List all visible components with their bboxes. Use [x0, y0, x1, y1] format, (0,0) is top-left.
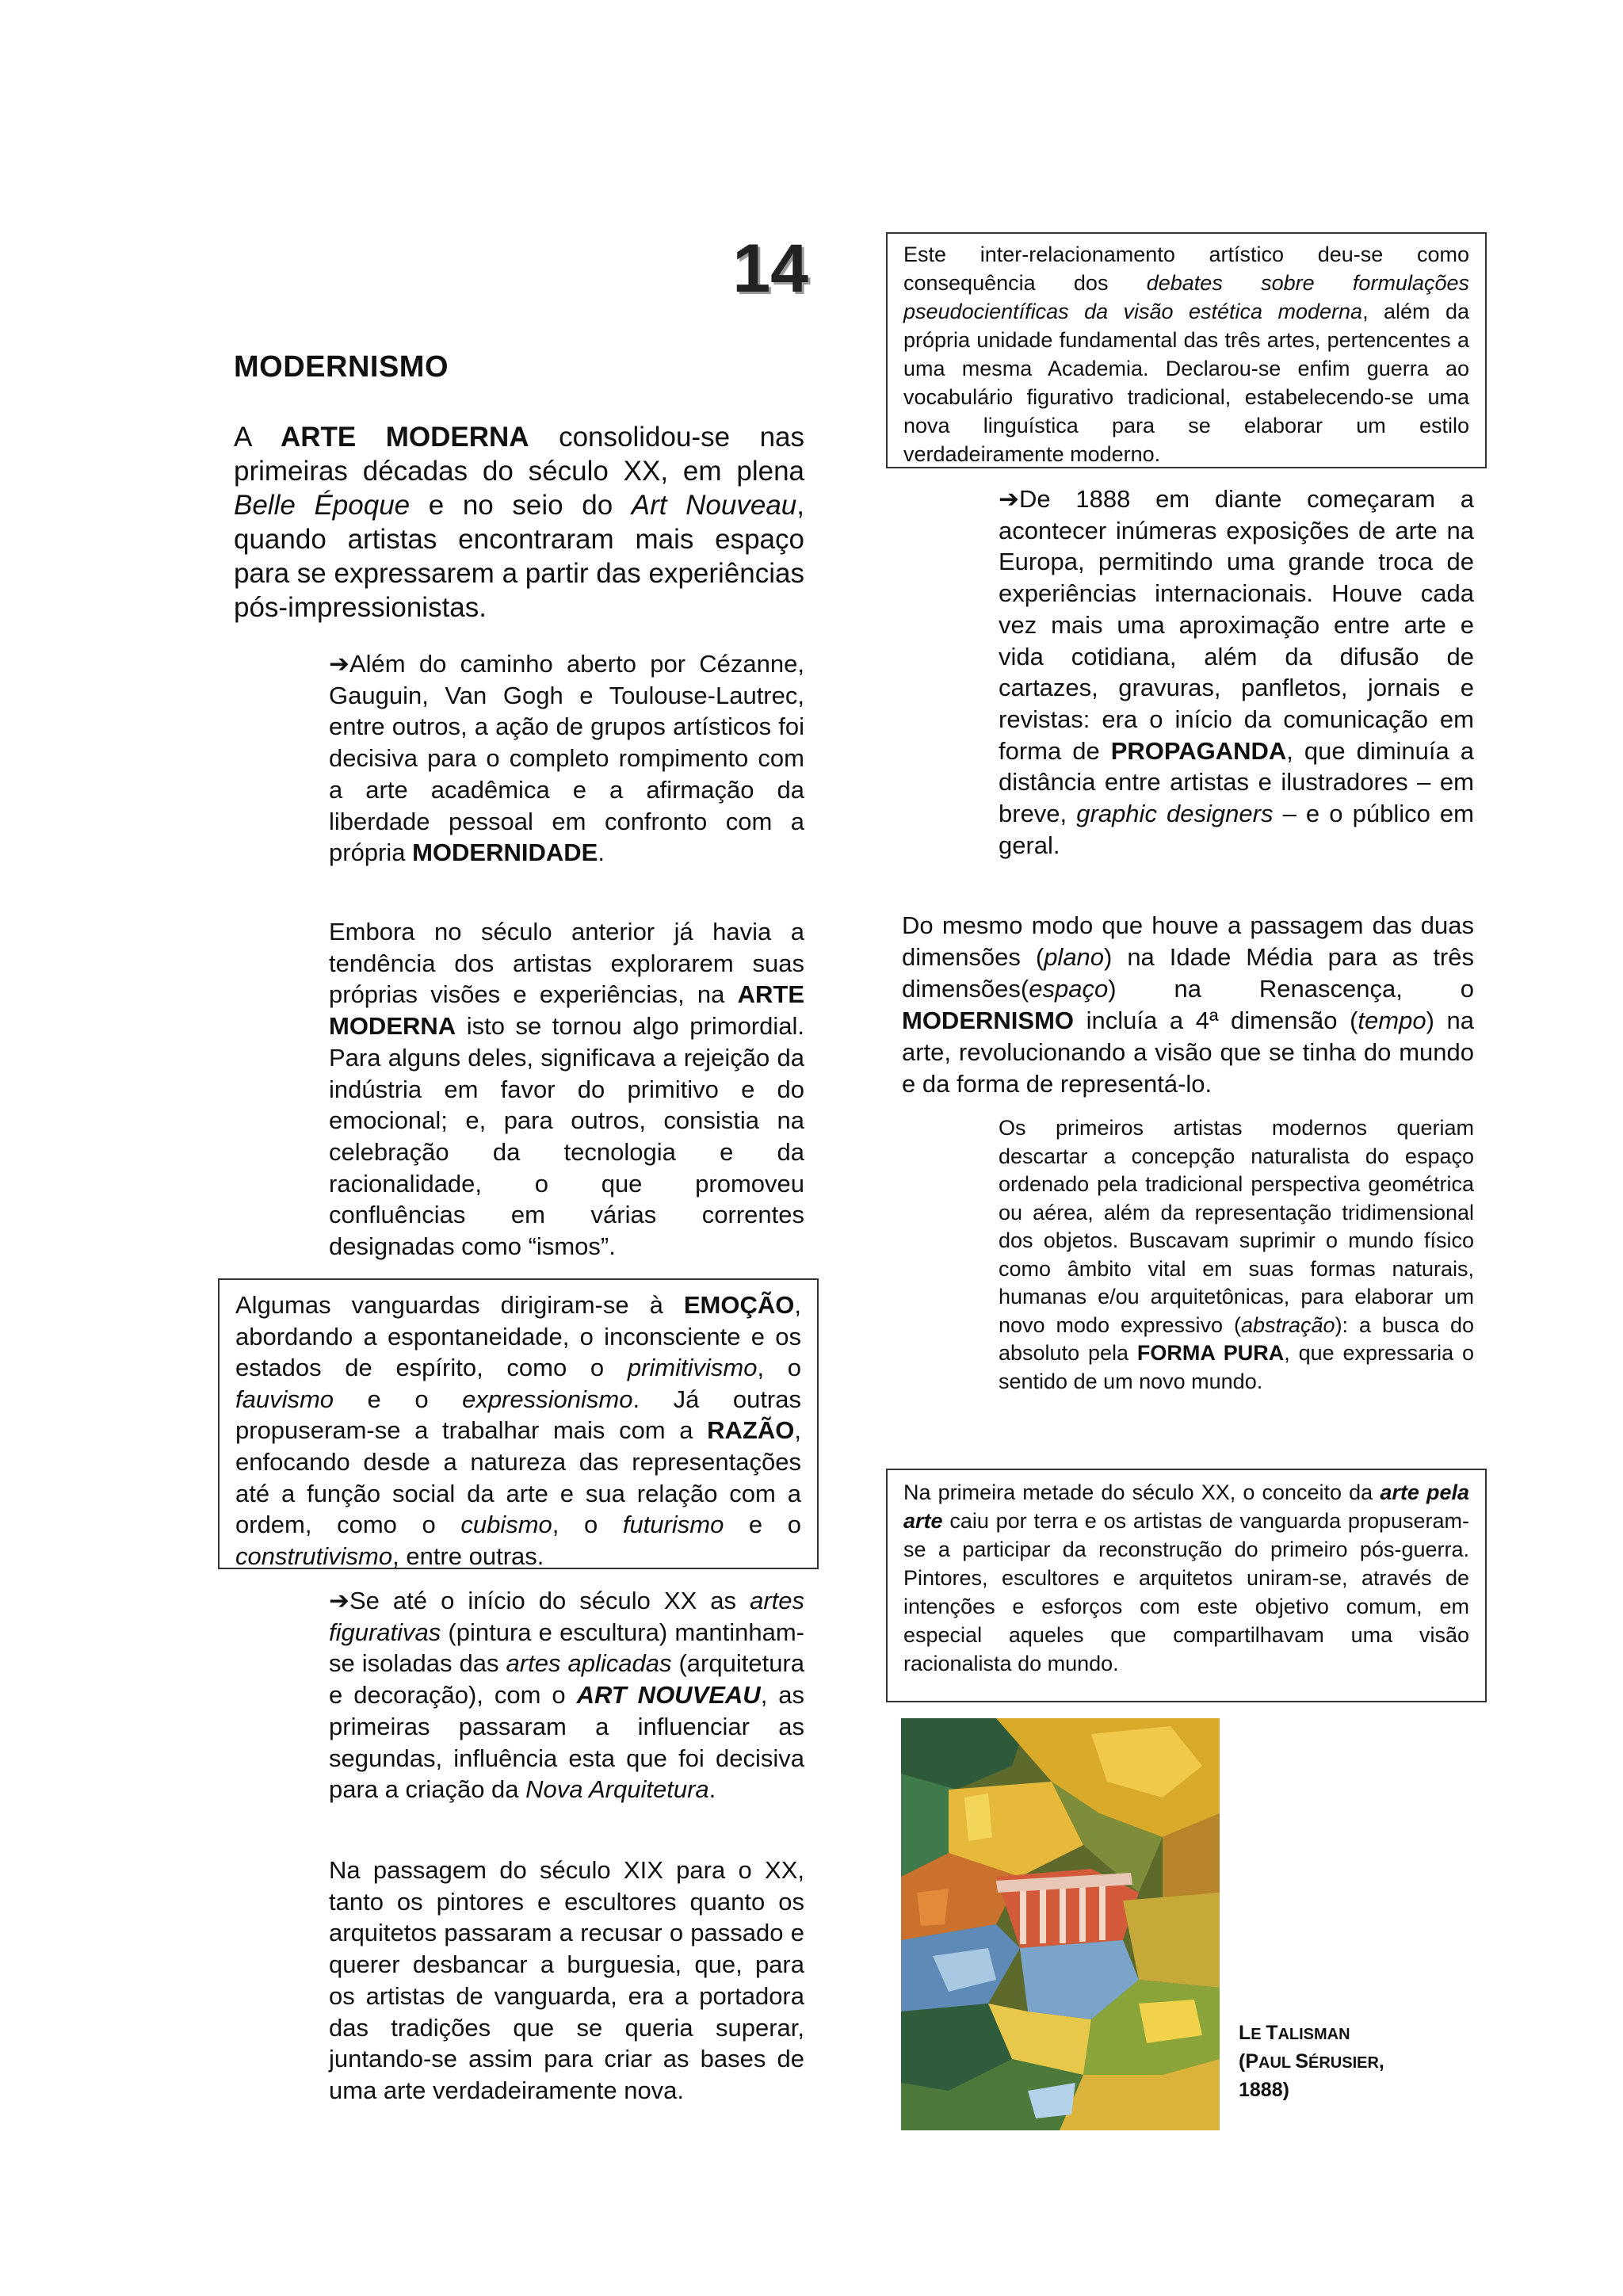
painting-caption	[1239, 2019, 1445, 2103]
arrow-icon: ➔	[329, 1587, 349, 1614]
section-title	[234, 350, 449, 384]
boxed-note-vanguardas: Algumas vanguardas dirigiram-se à EMOÇÃO, abordando a espontaneidade, o inconsciente e os estados de espírito, como o primitivismo, o fauvismo e o expressionismo. Já outras propuseram-se a trabalhar mais com a RAZÃO, enfocando desde a natureza das representações até a função social da arte e sua relação com a ordem, como o cubismo, o futurismo e o construtivismo, entre outras.	[218, 1278, 819, 1569]
painting-le-talisman	[901, 1718, 1220, 2130]
paragraph-artes-figurativas: ➔Se até o início do século XX as artes figurativas (pintura e escultura) mantinham-se isoladas das artes aplicadas (arquitetura e decoração), com o ART NOUVEAU, as primeiras passaram a influenciar as segundas, influência esta que foi decisiva para a criação da Nova Arquitetura.	[329, 1587, 805, 1804]
paragraph-exposicoes: ➔De 1888 em diante começaram a acontecer inúmeras exposições de arte na Europa, permitindo uma grande troca de experiências internacionais. Houve cada vez mais uma aproximação entre arte e vida cotidiana, além da difusão de cartazes, gravuras, panfletos, jornais e revistas: era o início da comunicação em forma de PROPAGANDA, que diminuía a distância entre artistas e ilustradores – em breve, graphic designers – e o público em geral.	[999, 485, 1475, 859]
boxed-note-arte-pela-arte: Na primeira metade do século XX, o conceito da arte pela arte caiu por terra e os artistas de vanguarda propuseram-se a participar da reconstrução do primeiro pós-guerra. Pintores, escultores e arquitetos uniram-se, através de intenções e esforços com este objetivo comum, em especial aqueles que compartilhavam uma visão racionalista do mundo.	[886, 1469, 1487, 1702]
paragraph-caminho-aberto: ➔Além do caminho aberto por Cézanne, Gauguin, Van Gogh e Toulouse-Lautrec, entre outros, a ação de grupos artísticos foi decisiva para o completo rompimento com a arte acadêmica e a afirmação da liberdade pessoal em confronto com a própria MODERNIDADE.	[329, 650, 804, 867]
paragraph-seculo-anterior: Embora no século anterior já havia a tendência dos artistas explorarem suas próprias visões e experiências, na ARTE MODERNA isto se tornou algo primordial. Para alguns deles, significava a rejeição da indústria em favor do primitivo e do emocional; e, para outros, consistia na celebração da tecnologia e da racionalidade, o que promoveu confluências em várias correntes designadas como “ismos”.	[329, 918, 804, 1261]
intro-paragraph: A ARTE MODERNA consolidou-se nas primeiras décadas do século XX, em plena Belle Époque e no seio do Art Nouveau, quando artistas encontraram mais espaço para se expressarem a partir das experiências pós-impressionistas.	[234, 422, 804, 623]
section-title-text: MODERNISMO	[234, 350, 449, 384]
page-number: 14	[732, 231, 808, 307]
boxed-note-inter-relacionamento: Este inter-relacionamento artístico deu-se como consequência dos debates sobre formulações pseudocientíficas da visão estética moderna, além da própria unidade fundamental das três artes, pertencentes a uma mesma Academia. Declarou-se enfim guerra ao vocabulário figurativo tradicional, estabelecendo-se uma nova linguística para se elaborar um estilo verdadeiramente moderno.	[886, 232, 1487, 468]
caption-year: 1888)	[1239, 2079, 1289, 2101]
paragraph-dimensoes: Do mesmo modo que houve a passagem das duas dimensões (plano) na Idade Média para as três dimensões(espaço) na Renascença, o MODERNISMO incluía a 4ª dimensão (tempo) na arte, revolucionando a visão que se tinha do mundo e da forma de representá-lo.	[902, 911, 1475, 1098]
arrow-icon: ➔	[329, 650, 349, 678]
caption-title: LE TALISMAN	[1239, 2022, 1350, 2044]
arrow-icon: ➔	[999, 485, 1019, 513]
paragraph-primeiros-artistas: Os primeiros artistas modernos queriam descartar a concepção naturalista do espaço ordenado pela tradicional perspectiva geométrica ou aérea, além da representação tridimensional dos objetos. Buscavam suprimir o mundo físico como âmbito vital em suas formas naturais, humanas e/ou arquitetônicas, para elaborar um novo modo expressivo (abstração): a busca do absoluto pela FORMA PURA, que expressaria o sentido de um novo mundo.	[999, 1116, 1475, 1393]
caption-author: (PAUL SÉRUSIER,	[1239, 2050, 1384, 2073]
paragraph-passagem-seculo: Na passagem do século XIX para o XX, tanto os pintores e escultores quanto os arquitetos passaram a recusar o passado e querer desbancar a burguesia, que, para os artistas de vanguarda, era a portadora das tradições que se queria superar, juntando-se assim para criar as bases de uma arte verdadeiramente nova.	[329, 1856, 804, 2104]
